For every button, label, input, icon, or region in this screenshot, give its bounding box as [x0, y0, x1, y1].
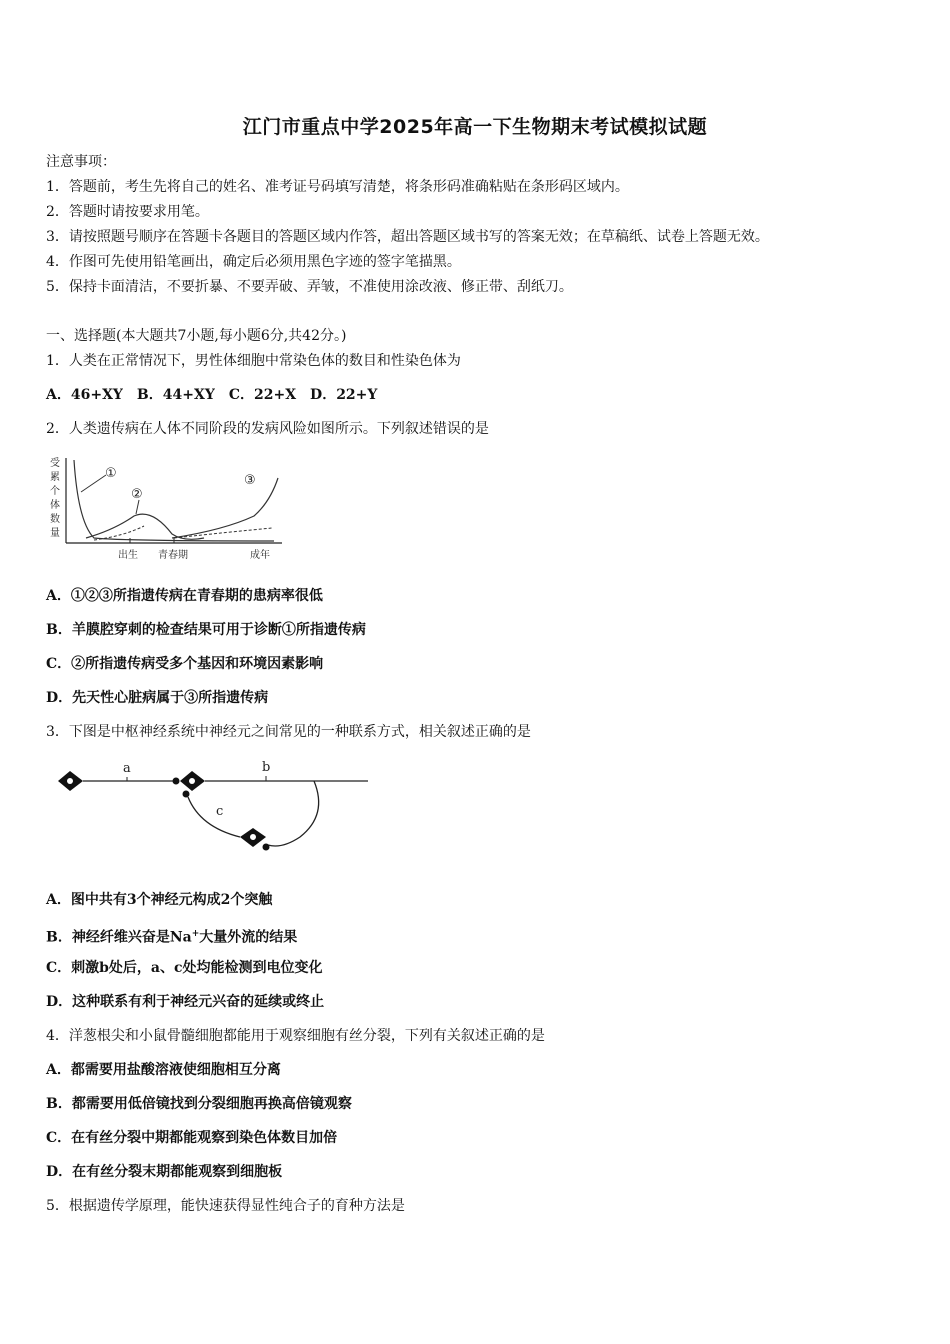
question-1-options: A．46+XY B．44+XY C．22+X D．22+Y	[46, 387, 378, 403]
question-4-option-c: C．在有丝分裂中期都能观察到染色体数目加倍	[46, 1130, 338, 1146]
question-2-option-c: C．②所指遗传病受多个基因和环境因素影响	[46, 656, 324, 672]
leader-line-1	[81, 475, 106, 492]
notice-item: 3．请按照题号顺序在答题卡各题目的答题区域内作答，超出答题区域书写的答案无效；在草稿纸、试卷上答题无效。	[46, 229, 769, 245]
question-3-option-a: A．图中共有3个神经元构成2个突触	[46, 892, 273, 908]
notice-item: 5．保持卡面清洁，不要折暴、不要弄破、弄皱，不准使用涂改液、修正带、刮纸刀。	[46, 279, 573, 295]
question-2-stem: 2．人类遗传病在人体不同阶段的发病风险如图所示。下列叙述错误的是	[46, 421, 489, 437]
ylabel-char: 累	[50, 472, 60, 483]
notice-item: 2．答题时请按要求用笔。	[46, 204, 209, 220]
ylabel-char: 数	[50, 514, 60, 525]
question-2-option-a: A．①②③所指遗传病在青春期的患病率很低	[46, 588, 323, 604]
question-3-stem: 3．下图是中枢神经系统中神经元之间常见的一种联系方式，相关叙述正确的是	[46, 724, 531, 740]
section-heading: 一、选择题(本大题共7小题,每小题6分,共42分。)	[46, 328, 347, 344]
superscript-plus: +	[191, 929, 200, 939]
question-2-option-b: B．羊膜腔穿刺的检查结果可用于诊断①所指遗传病	[46, 622, 366, 638]
option-b-text-end: 大量外流的结果	[199, 929, 298, 946]
label-c: c	[216, 804, 224, 819]
question-5-stem: 5．根据遗传学原理，能快速获得显性纯合子的育种方法是	[46, 1198, 405, 1214]
label-b: b	[262, 760, 271, 775]
neuron-nucleus	[250, 834, 256, 840]
question-4-stem: 4．洋葱根尖和小鼠骨髓细胞都能用于观察细胞有丝分裂，下列有关叙述正确的是	[46, 1028, 545, 1044]
ylabel-char: 个	[50, 486, 60, 497]
label-a: a	[123, 761, 131, 776]
question-3-option-c: C．刺激b处后，a、c处均能检测到电位变化	[46, 960, 323, 976]
neuron-circuit-diagram	[50, 755, 380, 860]
marker-3: ③	[244, 473, 256, 488]
question-4-option-d: D．在有丝分裂末期都能观察到细胞板	[46, 1164, 283, 1180]
ylabel-char: 受	[50, 458, 60, 469]
xlabel-adult: 成年	[250, 550, 270, 561]
notice-item: 1．答题前，考生先将自己的姓名、准考证号码填写清楚，将条形码准确粘贴在条形码区域内。	[46, 179, 629, 195]
axon-collateral	[268, 781, 319, 846]
question-2-option-d: D．先天性心脏病属于③所指遗传病	[46, 690, 269, 706]
neuron-nucleus	[67, 778, 73, 784]
marker-1: ①	[105, 466, 117, 481]
leader-line-2	[136, 500, 139, 514]
xlabel-birth: 出生	[118, 550, 138, 561]
curve-3-dashed	[174, 528, 272, 538]
curve-3	[172, 478, 278, 538]
question-3-option-b	[46, 924, 297, 948]
notice-item: 4．作图可先使用铅笔画出，确定后必须用黑色字迹的签字笔描黑。	[46, 254, 461, 270]
question-4-option-b: B．都需要用低倍镜找到分裂细胞再换高倍镜观察	[46, 1096, 352, 1112]
synapse-terminal	[263, 844, 270, 851]
xlabel-puberty: 青春期	[158, 550, 188, 561]
ylabel-char: 量	[50, 528, 60, 539]
synapse-terminal	[183, 791, 190, 798]
disease-risk-chart	[44, 450, 294, 566]
option-b-text: B．神经纤维兴奋是Na	[46, 929, 192, 946]
question-1-stem: 1．人类在正常情况下，男性体细胞中常染色体的数目和性染色体为	[46, 353, 461, 369]
question-3-option-d: D．这种联系有利于神经元兴奋的延续或终止	[46, 994, 325, 1010]
notice-heading: 注意事项：	[46, 154, 116, 170]
marker-2: ②	[131, 487, 143, 502]
synapse-terminal	[173, 778, 180, 785]
ylabel-char: 体	[50, 500, 60, 511]
axon-c	[188, 797, 240, 837]
page-title: 江门市重点中学2025年高一下生物期末考试模拟试题	[242, 116, 708, 138]
neuron-nucleus	[189, 778, 195, 784]
question-4-option-a: A．都需要用盐酸溶液使细胞相互分离	[46, 1062, 281, 1078]
